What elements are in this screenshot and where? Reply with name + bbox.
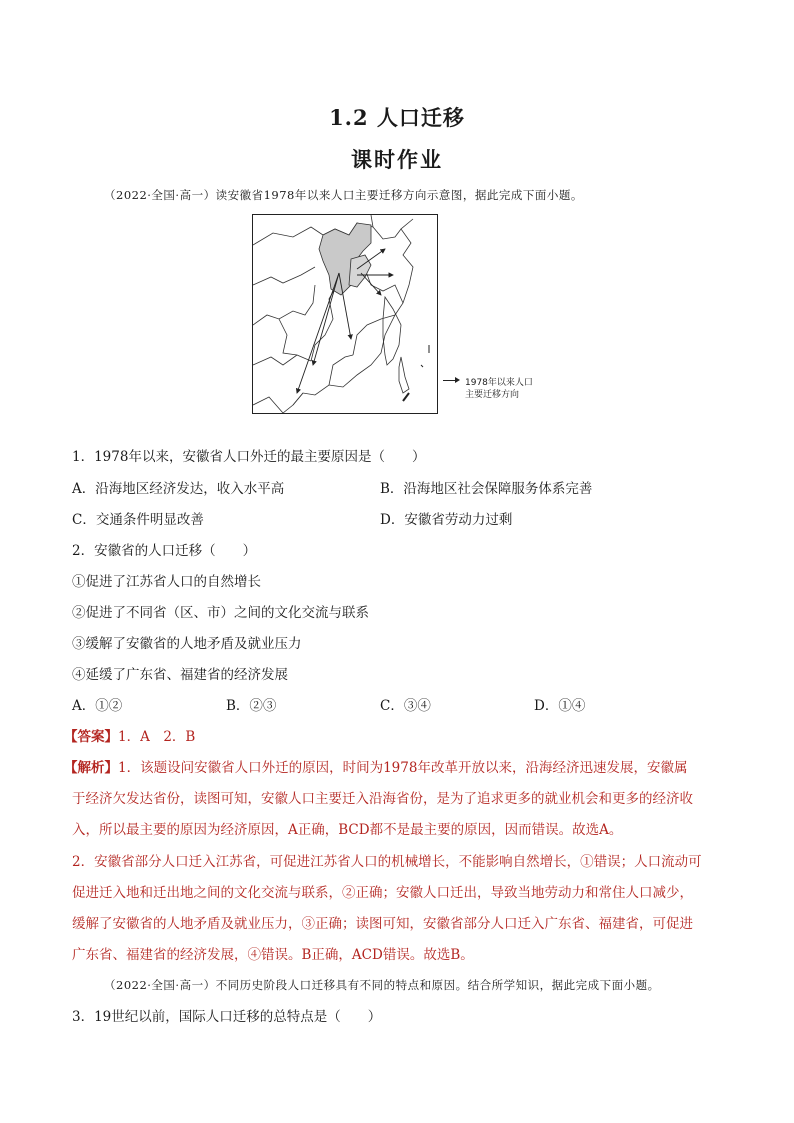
analysis-text-1: 1．该题设问安徽省人口外迁的原因，时间为1978年改革开放以来，沿海经济迅速发展，安徽属: [118, 760, 688, 776]
question-1-option-d: D．安徽省劳动力过剩: [380, 512, 513, 528]
question-2-statement-3: ③缓解了安徽省的人地矛盾及就业压力: [72, 636, 302, 652]
answer-text: 1．A 2．B: [118, 729, 196, 745]
question-2-option-a: A．①②: [72, 698, 123, 714]
analysis-label: 【解析】: [64, 760, 118, 776]
analysis-line-1: [64, 756, 687, 776]
page-title: 1.2 人口迁移: [329, 105, 465, 130]
legend-arrow-icon: [455, 377, 460, 383]
question-group-intro: （2022·全国·高一）读安徽省1978年以来人口主要迁移方向示意图，据此完成下面小题。: [104, 188, 583, 202]
analysis-line-2: 于经济欠发达省份，读图可知，安徽人口主要迁入沿海省份，是为了追求更多的就业机会和更多的经济收: [72, 791, 693, 807]
question-2-statement-1: ①促进了江苏省人口的自然增长: [72, 574, 261, 590]
analysis-line-5: 促进迁入地和迁出地之间的文化交流与联系，②正确；安徽人口迁出，导致当地劳动力和常住人口减少，: [72, 885, 693, 901]
answer-label: 【答案】: [64, 729, 118, 745]
question-2-option-d: D．①④: [534, 698, 586, 714]
question-2-statement-4: ④延缓了广东省、福建省的经济发展: [72, 667, 288, 683]
legend-label-line1: 1978年以来人口: [465, 378, 533, 388]
analysis-line-4: 2．安徽省部分人口迁入江苏省，可促进江苏省人口的机械增长，不能影响自然增长，①错误；人口流动可: [72, 854, 702, 870]
analysis-line-6: 缓解了安徽省的人地矛盾及就业压力，③正确；读图可知，安徽省部分人口迁入广东省、福建省，可促进: [72, 916, 693, 932]
page-subtitle: 课时作业: [351, 147, 443, 172]
question-1-option-c: C．交通条件明显改善: [72, 512, 204, 528]
question-2-stem: 2．安徽省的人口迁移（ ）: [72, 543, 257, 559]
question-3-stem: 3．19世纪以前，国际人口迁移的总特点是（ ）: [72, 1009, 382, 1025]
question-group-2-intro: （2022·全国·高一）不同历史阶段人口迁移具有不同的特点和原因。结合所学知识，据此完成下面小题。: [104, 978, 660, 992]
migration-map: [252, 214, 438, 414]
question-2-option-c: C．③④: [380, 698, 431, 714]
question-1-option-a: A．沿海地区经济发达，收入水平高: [72, 481, 285, 497]
question-1-stem: 1．1978年以来，安徽省人口外迁的最主要原因是（ ）: [72, 449, 426, 465]
question-1-option-b: B．沿海地区社会保障服务体系完善: [380, 481, 593, 497]
question-2-option-b: B．②③: [226, 698, 277, 714]
map-drawing: [253, 215, 438, 414]
answer-block: [64, 725, 195, 745]
analysis-line-3: 入，所以最主要的原因为经济原因，A正确，BCD都不是最主要的原因，因而错误。故选A。: [72, 822, 623, 838]
question-2-statement-2: ②促进了不同省（区、市）之间的文化交流与联系: [72, 605, 369, 621]
analysis-line-7: 广东省、福建省的经济发展，④错误。B正确，ACD错误。故选B。: [72, 947, 474, 963]
legend-label-line2: 主要迁移方向: [465, 390, 520, 400]
